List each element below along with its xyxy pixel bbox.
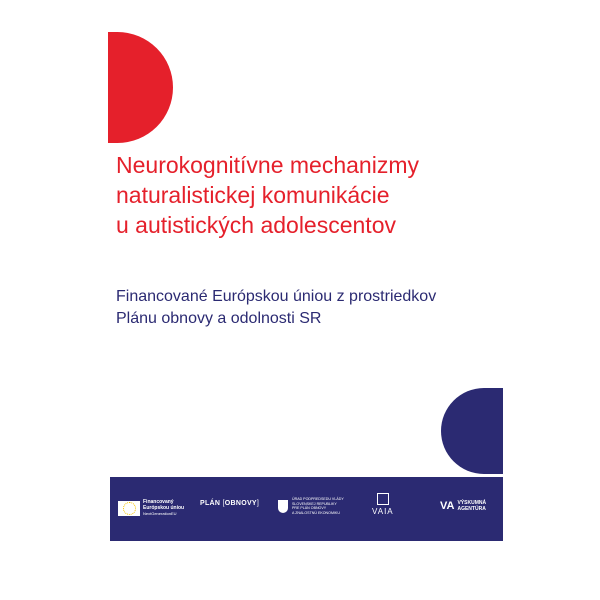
slovak-shield-icon xyxy=(278,500,288,513)
funding-line-1: Financované Európskou úniou z prostriedkov xyxy=(116,288,437,305)
urad-logo-line-3: PRE PLÁN OBNOVY xyxy=(292,506,327,511)
eu-logo-line-2: Európskou úniou xyxy=(143,505,185,511)
va-logo-mark: VA xyxy=(440,500,455,512)
plan-obnovy-logo: PLÁN [ OBNOVY ] xyxy=(200,500,260,507)
vaia-logo-text: VAIA xyxy=(372,507,394,516)
eu-logo xyxy=(118,499,184,517)
eu-flag-icon xyxy=(118,501,140,516)
title-line-2: naturalistickej komunikácie xyxy=(116,182,390,208)
plan-logo-word-2: OBNOVY xyxy=(224,500,257,507)
vyskumna-agentura-logo xyxy=(440,500,486,512)
navy-half-circle-shape xyxy=(441,388,503,474)
plan-logo-word-1: PLÁN xyxy=(200,500,221,507)
va-logo-line-1: VÝSKUMNÁ xyxy=(457,500,487,506)
funding-statement xyxy=(116,286,536,330)
vaia-mark-icon xyxy=(377,493,389,505)
logo-footer-bar xyxy=(110,477,503,541)
document-title xyxy=(116,150,556,240)
urad-logo-line-1: ÚRAD PODPREDSEDU VLÁDY xyxy=(292,497,344,501)
title-line-1: Neurokognitívne mechanizmy xyxy=(116,152,419,178)
urad-logo-line-2: SLOVENSKEJ REPUBLIKY xyxy=(292,501,337,506)
eu-logo-line-3: NextGenerationEU xyxy=(143,511,177,516)
funding-line-2: Plánu obnovy a odolnosti SR xyxy=(116,310,322,327)
urad-logo-line-4: A ZNALOSTNÚ EKONOMIKU xyxy=(292,510,340,515)
title-line-3: u autistických adolescentov xyxy=(116,212,396,238)
red-half-circle-shape xyxy=(108,32,173,143)
urad-vlady-logo xyxy=(278,497,344,515)
vaia-logo xyxy=(372,493,394,516)
eu-logo-line-1: Financovaný xyxy=(143,499,174,505)
va-logo-line-2: AGENTÚRA xyxy=(457,506,486,512)
